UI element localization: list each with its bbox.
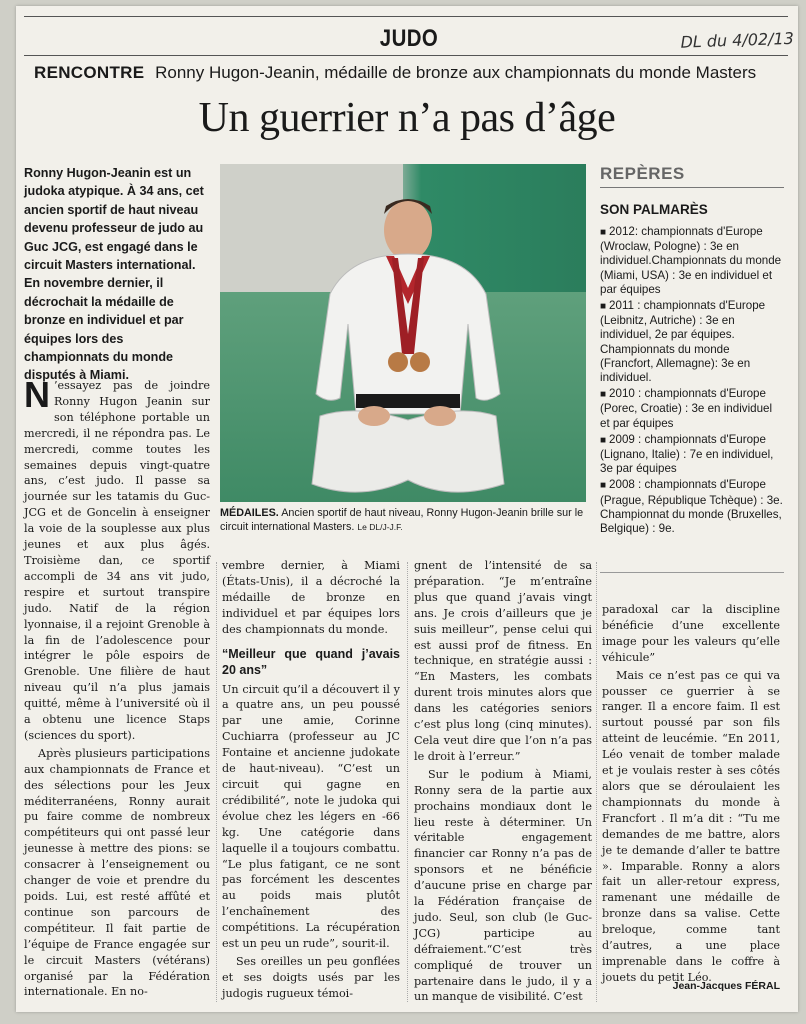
column-divider [596, 562, 597, 1002]
bullet-square-icon: ■ [600, 389, 607, 401]
bullet-square-icon: ■ [600, 480, 607, 492]
article-column-2 [222, 558, 400, 1004]
article-paragraph: Ses oreilles un peu gonflées et ses doigts usés par les judogis rugueux témoi- [222, 954, 400, 1000]
article-paragraph: Mais ce n’est pas ce qui va pousser ce guerrier à se ranger. Il a encore faim. Il est surtout poussé par son fils atteint de leucémie. “En 2011, Léo venait de tomber malade et je voulais rester à ses côtés alors que se déroulaient les championnats du monde à Francfort . Il m’a dit : “Tu me demandes de me battre, alors je te demande d’aller te battre ». Imparable. Ronny a alors fait un aller-retour express, ramenant une médaille de bronze dans sa valise. Cette breloque, comme tant d’autres, a une place imprenable dans le coffre à jouets du petit Léo. [602, 668, 780, 984]
section-label: JUDO [379, 25, 439, 52]
article-paragraph: Un circuit qu’il a découvert il y a quatre ans, un peu poussé par une amie, Corinne Cuchiarra (professeur au JC Fontaine et ancienne judokate de haut-niveau). “C’est un circuit qui gagne en crédibilité”, note le judoka qui évolue chez les légers en -66 kg. Une catégorie dans laquelle il a toujours combattu. “Le plus fatigant, ce ne sont pas forcément les descentes au poids mais plutôt l’enchaînement des compétitions. La récupération est un peu un rude”, sourit-il. [222, 682, 400, 951]
bullet-square-icon: ■ [600, 301, 607, 313]
article-subhead: “Meilleur que quand j’avais 20 ans” [222, 646, 400, 677]
palmares-item: ■ 2011 : championnats d'Europe (Leibnitz, Autriche) : 3e en individuel, 2e par équipes. Championnats du monde (Francfort, Allemagne): 3e en individuel. [600, 299, 766, 385]
bullet-square-icon: ■ [600, 227, 607, 238]
newspaper-clipping [16, 6, 798, 1012]
column-divider [216, 562, 217, 1002]
palmares-item: ■ 2012: championnats d'Europe (Wroclaw, Pologne) : 3e en individuel.Championnats du monde (Miami, USA) : 3e en individuel et par équipes [600, 225, 782, 296]
section-bar [24, 16, 795, 56]
kicker [34, 63, 756, 85]
palmares-item: ■ 2009 : championnats d'Europe (Lignano, Italie) : 7e en individuel, 3e par équipes [600, 432, 774, 476]
lead-paragraph: Ronny Hugon-Jeanin est un judoka atypique. À 34 ans, cet ancien sportif de haut niveau devenu professeur de judo au Guc JCG, est engagé dans le circuit Masters international. En novembre dernier, il décrochait la médaille de bronze en individuel et par équipes lors des championnats du monde disputés à Miami. [24, 166, 204, 383]
article-column-4 [602, 602, 780, 988]
kicker-tag: RENCONTRE [34, 63, 145, 82]
sidebar-title: REPÈRES [600, 164, 784, 188]
bullet-square-icon: ■ [600, 434, 607, 446]
caption-label: MÉDAILES. [220, 507, 279, 519]
article-column-3 [414, 558, 592, 1007]
article-column-1 [24, 374, 210, 1002]
photo-credit: Le DL/J-J.F. [357, 522, 403, 532]
byline: Jean-Jacques FÉRAL [672, 980, 780, 992]
sidebar-divider [600, 572, 784, 573]
article-paragraph: Sur le podium à Miami, Ronny sera de la partie aux prochains mondiaux dont le lieu reste à déterminer. Un véritable engagement financier car Ronny n’a pas de sponsors et ne bénéficie d’aucune prise en charge par la Fédération française de judo. Seul, son club (le Guc-JCG) participe au défraiement.“C’est très compliqué de trouver un partenaire dans le judo, il y a un manque de visibilité. C’est [414, 767, 592, 1004]
sidebar-subtitle: SON PALMARÈS [600, 202, 708, 217]
column-divider [407, 562, 408, 1002]
kicker-text: Ronny Hugon-Jeanin, médaille de bronze aux championnats du monde Masters [155, 63, 757, 82]
article-paragraph: vembre dernier, à Miami (États-Unis), il a décroché la médaille de bronze en individuel et par équipes lors des championnats du monde. [222, 559, 400, 636]
judoka-figure [290, 184, 520, 502]
headline: Un guerrier n’a pas d’âge [198, 95, 616, 141]
article-paragraph: Après plusieurs participations aux championnats de France et des sélections pour les Jeux méditerranéens, Ronny aurait pu faire comme de nombreux compétiteurs qui ont passé leur jeunesse à mettre des pions: se consacrer à l’enseignement ou changer de voie et prendre du poids. Lui, est resté affûté et continue son parcours de compétiteur. Il fait partie de l’équipe de France engagée sur le circuit Masters (vétérans) organisé par la Fédération internationale. En no- [24, 746, 210, 999]
article-paragraph: paradoxal car la discipline bénéficie d’une excellente image pour les valeurs qu’elle véhicule” [602, 603, 780, 664]
article-paragraph: gnent de l’intensité de sa préparation. “Je m’entraîne plus que quand j’avais vingt ans. Je crois d’ailleurs que je suis meilleur”, pense celui qui est aussi prof de fitness. En technique, en stratégie aussi : “En Masters, les combats durent trois minutes alors que dans les catégories seniors c’est plus long (cinq minutes). Cela veut dire que l’on n’a pas le droit à l’erreur.” [414, 559, 592, 763]
caption-text: Ancien sportif de haut niveau, Ronny Hugon-Jeanin brille sur le circuit international Masters. [220, 507, 584, 533]
palmares-item: ■ 2008 : championnats d'Europe (Prague, République Tchèque) : 3e. Championnat du monde (Bruxelles, Belgique) : 9e. [600, 478, 783, 536]
palmares-item: ■ 2010 : championnats d'Europe (Porec, Croatie) : 3e en individuel et par équipes [600, 387, 773, 430]
article-paragraph: N ’essayez pas de joindre Ronny Hugon Jeanin sur son téléphone portable un mercredi, il ne répondra pas. Le mercredi, comme toutes les semaines depuis vingt-quatre ans, c’est judo. Il passe sa journée sur les tatamis du Guc-JCG et de Goncelin à enseigner la voie de la souplesse aux plus jeunes et aux plus âgés. Troisième dan, ce sportif accompli de 34 ans vit judo, respire et surtout transpire judo. Natif de la région lyonnaise, il a rejoint Grenoble à la fin de l’adolescence pour intégrer le pôle espoirs de Grenoble. Une filière de haut niveau qu’il n’a plus jamais quitté, même à l’université où il a obtenu une licence Staps (sciences du sport). [24, 374, 210, 742]
drop-cap: N [24, 374, 50, 415]
handwritten-date-note: DL du 4/02/13 [680, 28, 795, 52]
sidebar-reperes [600, 164, 784, 538]
photo-caption [220, 506, 590, 534]
judoka-photo [220, 164, 586, 502]
